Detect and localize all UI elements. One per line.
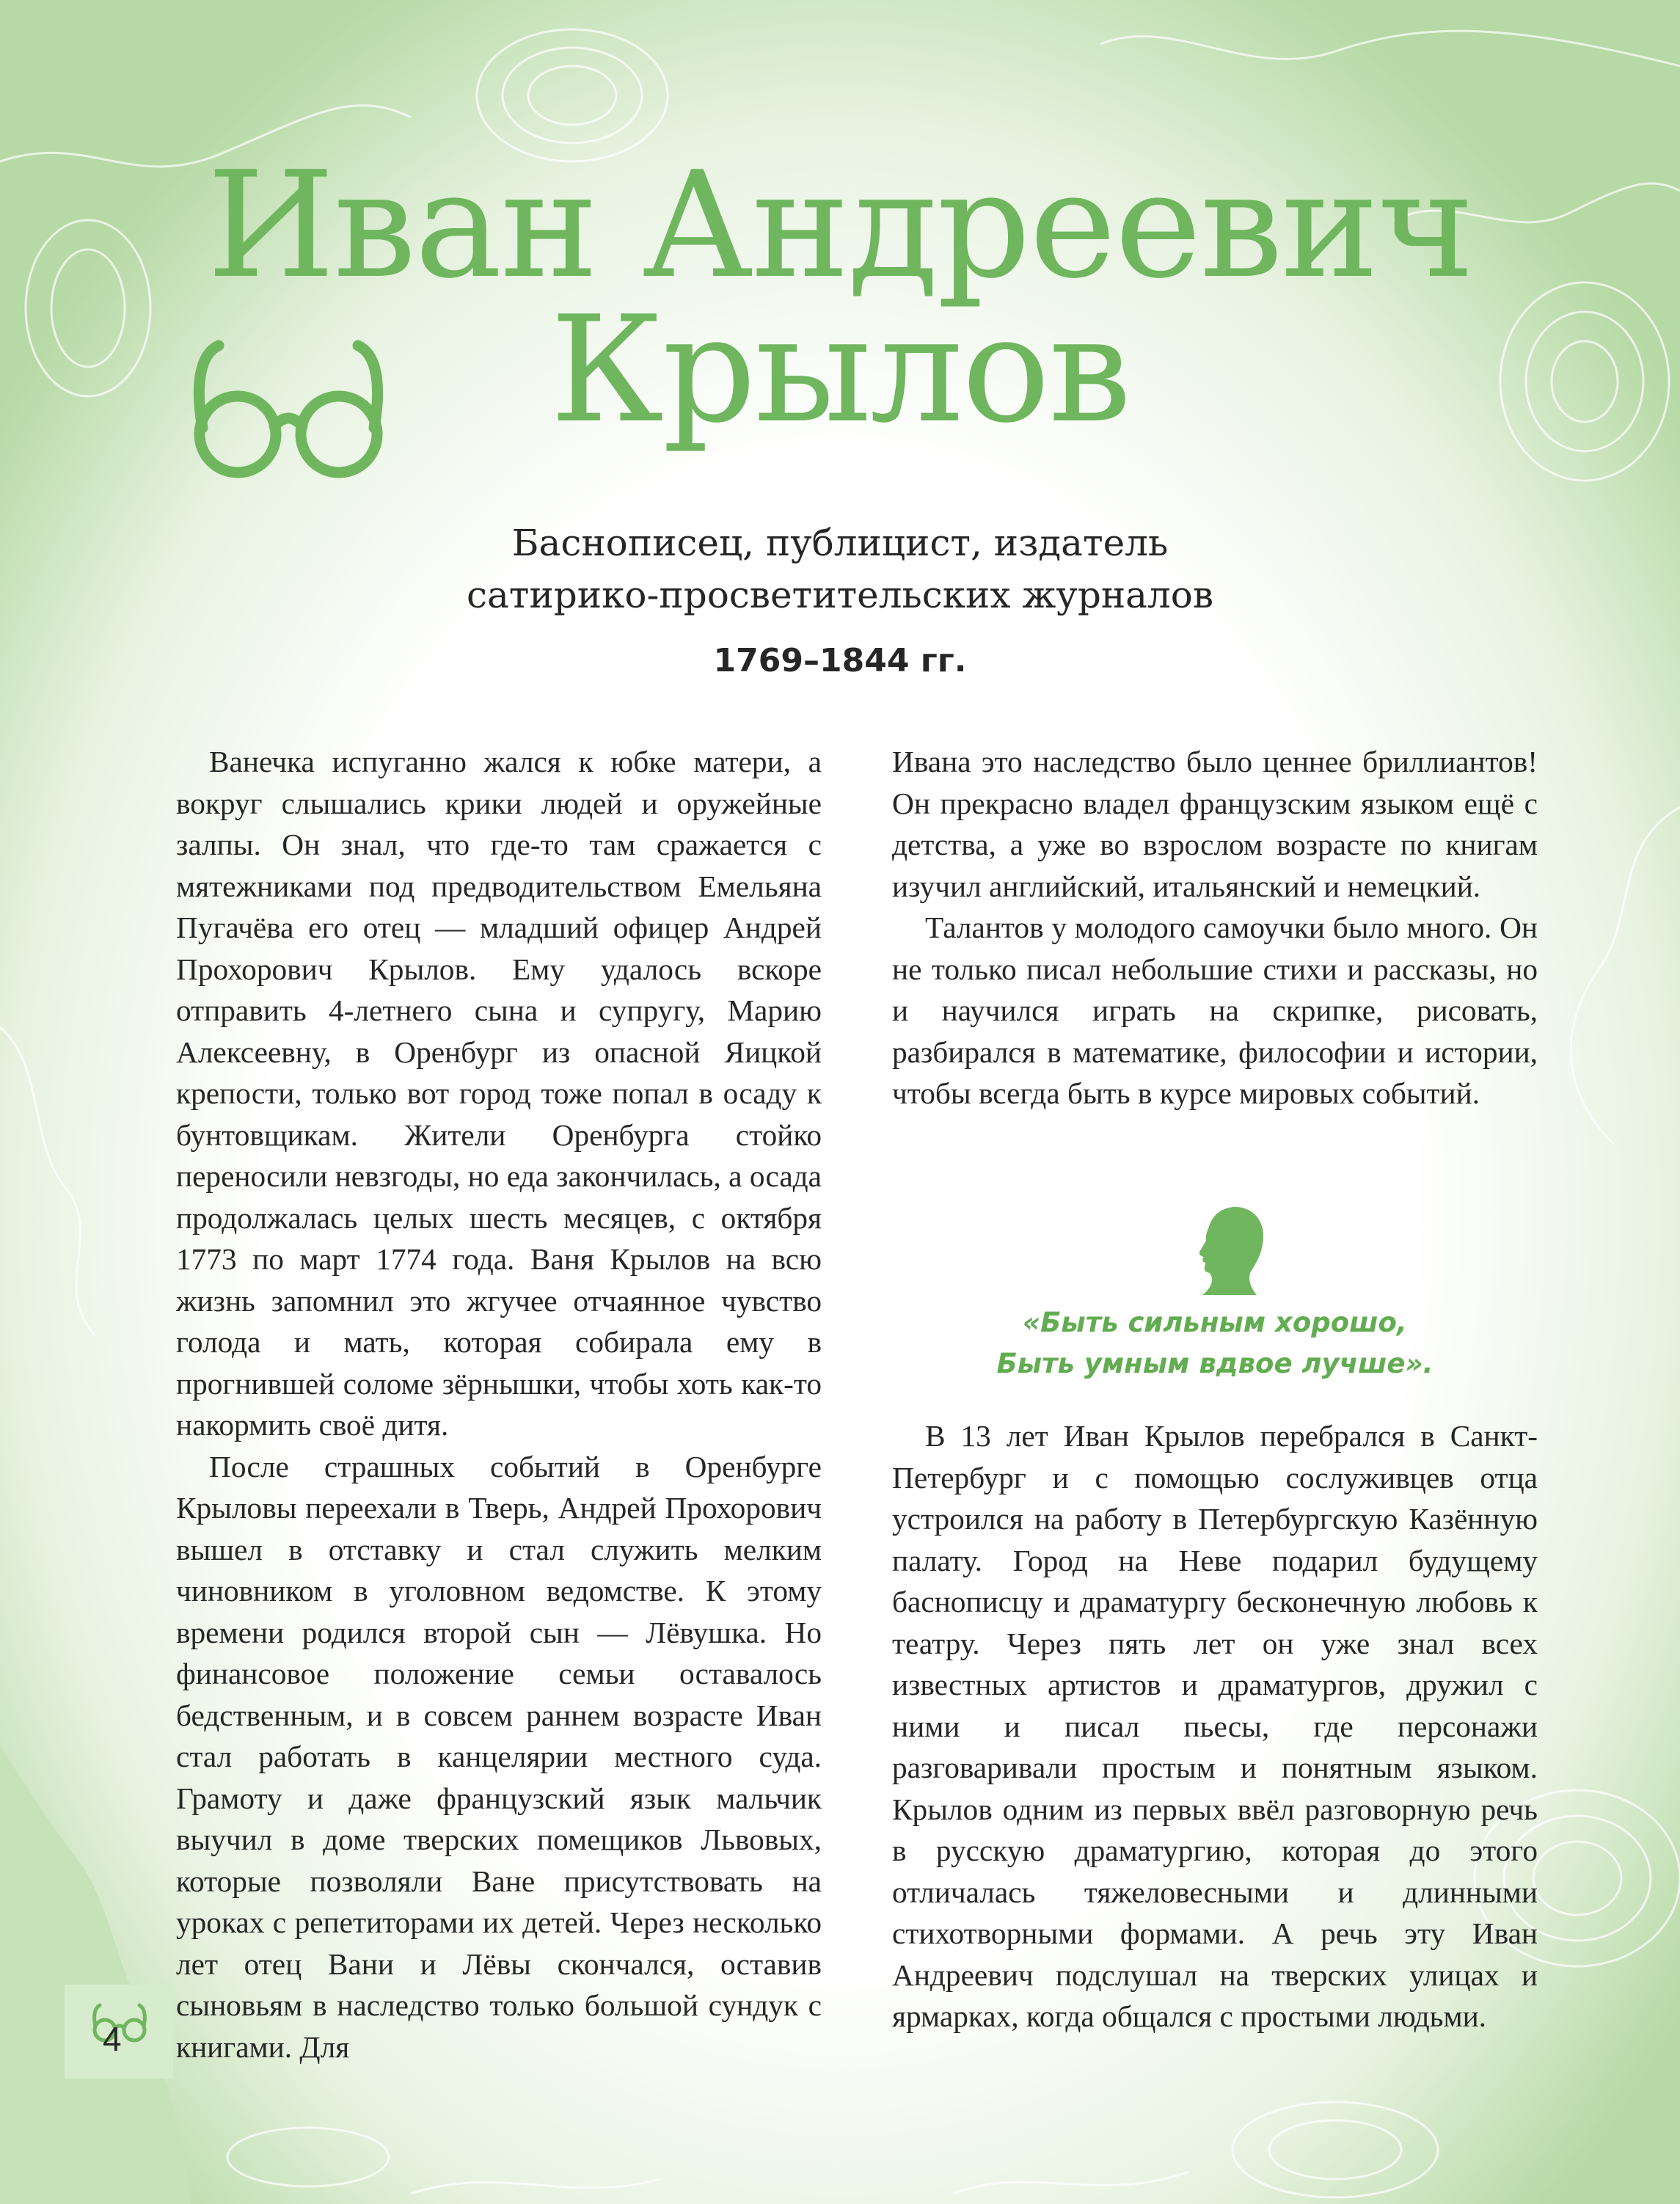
- paragraph-siege: Ванечка испуганно жался к юбке матери, а вокруг слышались крики людей и оружейные залпы. Он знал, что где-то там сражается с мятежниками под предводительством Емельяна Пугачёва его отец — младший офицер Андрей Прохорович Крылов. Ему удалось вскоре отправить 4-летнего сына и супругу, Марию Алексеевну, в Оренбург из опасной Яицкой крепости, только вот город тоже попал в осаду к бунтовщикам. Жители Оренбурга стойко переносили невзгоды, но еда закончилась, а осада продолжалась целых шесть месяцев, с октября 1773 по март 1774 года. Ваня Крылов на всю жизнь запомнил это жгучее отчаянное чувство голода и мать, которая собирала ему в прогнившей соломе зёрнышки, чтобы хоть как-то накормить своё дитя.: [176, 745, 822, 1442]
- paragraph-talents: Талантов у молодого самоучки было много. Он не только писал небольшие стихи и рассказы, но и научился играть на скрипке, рисовать, разбирался в математике, философии и истории, чтобы всегда быть в курсе мировых событий.: [892, 911, 1538, 1110]
- subtitle-line-2: сатирико-просветительских журналов: [466, 574, 1214, 616]
- title-second-line: Крылов: [549, 285, 1131, 456]
- title-first-line: Иван Андреевич: [207, 140, 1473, 311]
- right-column-bottom: [892, 1415, 1538, 2037]
- paragraph-petersburg: В 13 лет Иван Крылов перебрался в Санкт-Петербург и с помощью сослуживцев отца устроился на работу в Петербургскую Казённую палату. Город на Неве подарил будущему баснописцу и драматургу бесконечную любовь к театру. Через пять лет он уже знал всех известных артистов и драматургов, дружил с ними и писал пьесы, где персонажи разговаривали простым и понятным языком. Крылов одним из первых ввёл разговорную речь в русскую драматургию, которая до этого отличалась тяжеловесными и длинными стихотворными формами. А речь эту Иван Андреевич подслушал на тверских улицах и ярмарках, когда общался с простыми людьми.: [892, 1419, 1538, 2033]
- quote: [892, 1302, 1538, 1384]
- right-column-top: [892, 741, 1538, 1114]
- quote-line-2: Быть умным вдвое лучше».: [996, 1348, 1434, 1379]
- subtitle: [0, 517, 1680, 621]
- glasses-icon: [192, 334, 390, 484]
- child-profile-silhouette-icon: [1192, 1204, 1267, 1298]
- left-column: [176, 741, 822, 2068]
- life-years: 1769–1844 гг.: [713, 642, 967, 679]
- paragraph-tver: После страшных событий в Оренбурге Крыловы переехали в Тверь, Андрей Прохорович вышел в отставку и стал служить мелким чиновником в уголовном ведомстве. К этому времени родился второй сын — Лёвушка. Но финансовое положение семьи оставалось бедственным, и в совсем раннем возрасте Иван стал работать в канцелярии местного суда. Грамоту и даже французский язык мальчик выучил в доме тверских помещиков Львовых, которые позволяли Ване присутствовать на уроках с репетиторами их детей. Через несколько лет отец Вани и Лёвы скончался, оставив сыновьям в наследство только большой сундук с книгами. Для: [176, 1449, 822, 2064]
- paragraph-inheritance: Ивана это наследство было ценнее бриллиантов! Он прекрасно владел французским языком ещё с детства, а уже во взрослом возрасте по книгам изучил английский, итальянский и немецкий.: [892, 745, 1538, 903]
- quote-line-1: «Быть сильным хорошо,: [1023, 1307, 1407, 1338]
- subtitle-line-1: Баснописец, публицист, издатель: [511, 522, 1169, 564]
- page-number: 4: [103, 2020, 122, 2058]
